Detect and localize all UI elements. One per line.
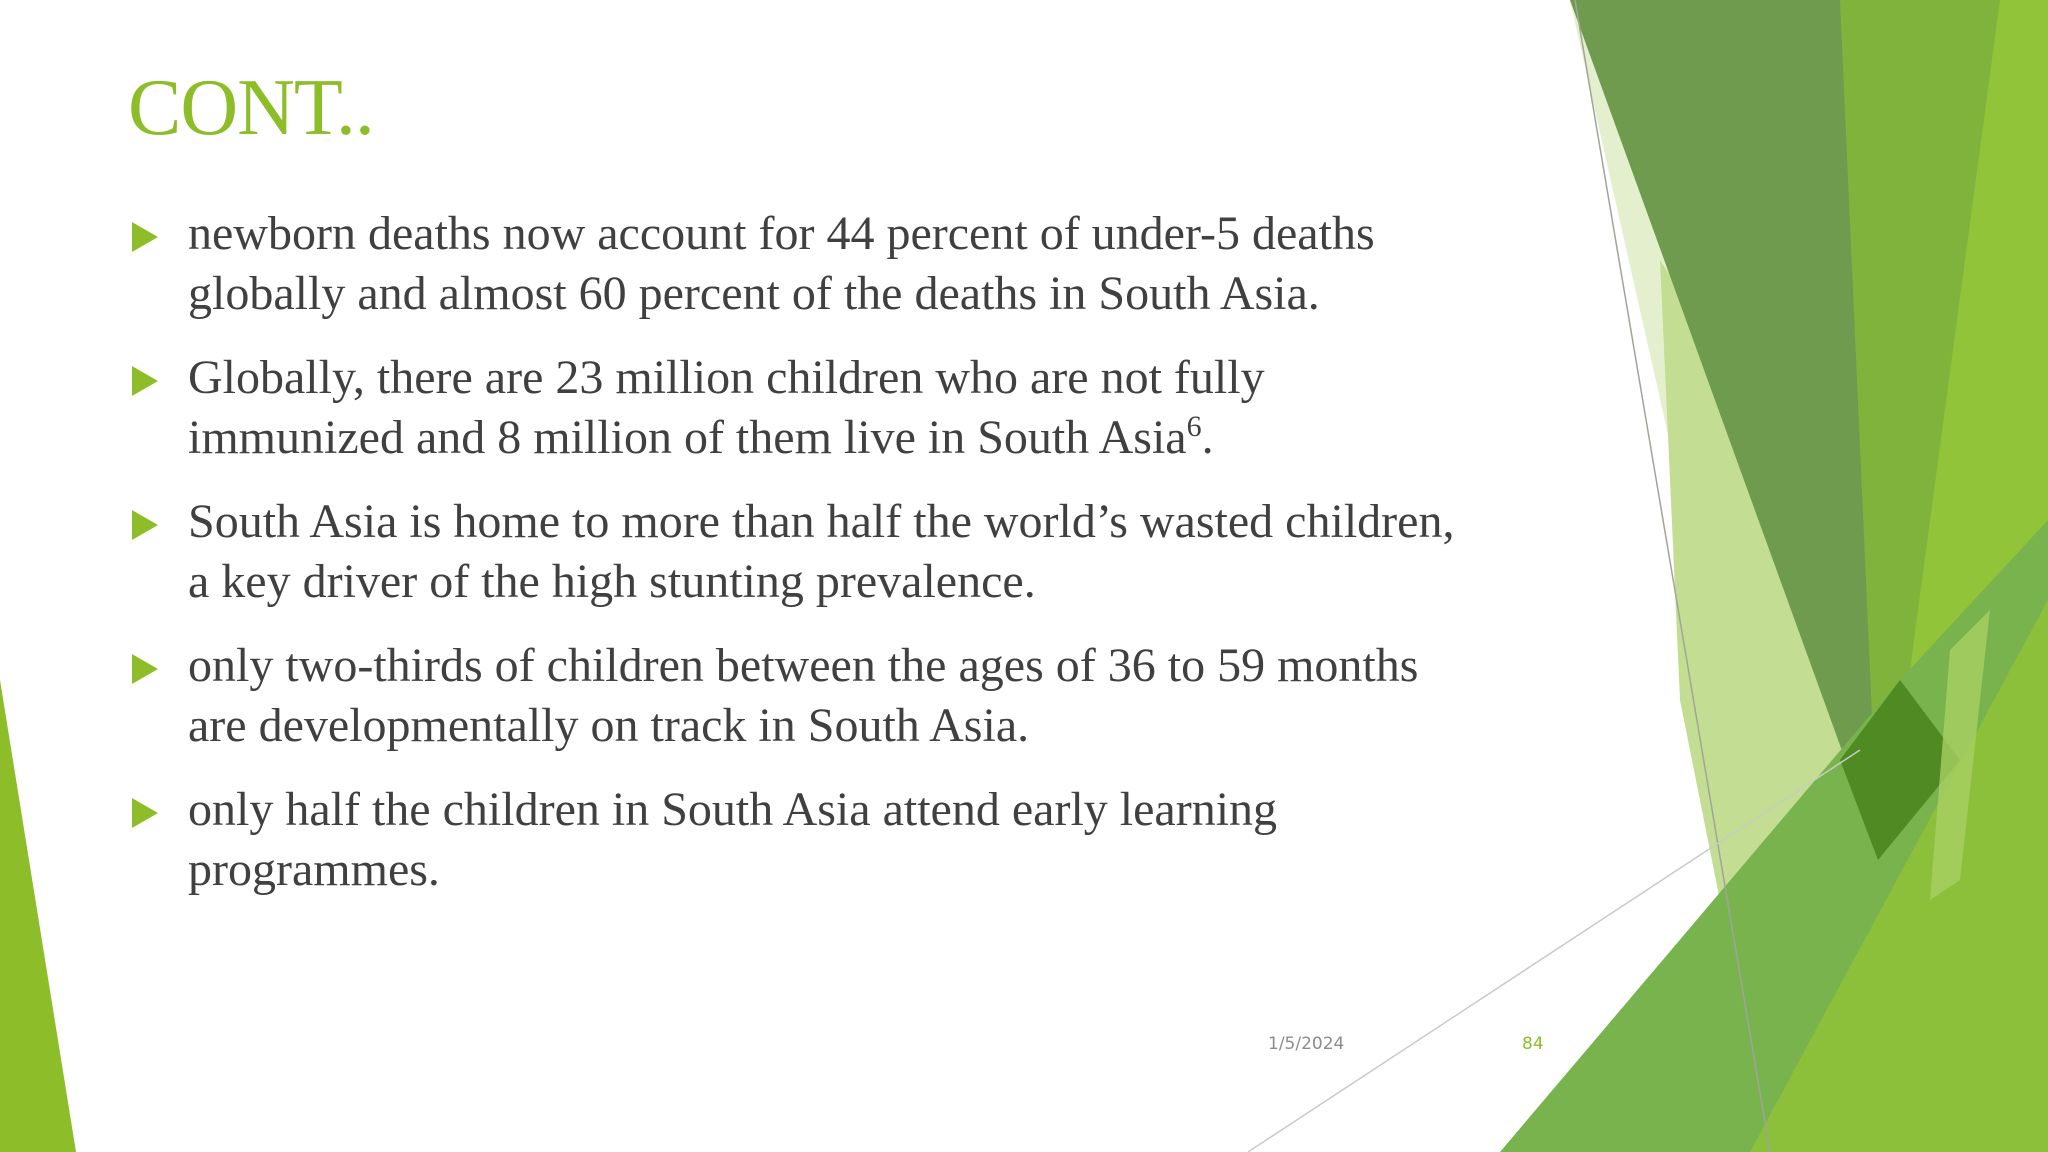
triangle-right-icon	[132, 798, 158, 828]
bullet-line-1: Globally, there are 23 million children who are not fully	[188, 351, 1265, 404]
page-number: 84	[1522, 1034, 1544, 1054]
bullet-line-2-end: .	[1201, 411, 1214, 464]
bullet-line-1: only half the children in South Asia attend early learning	[188, 783, 1278, 836]
bullet-item-2	[128, 348, 1568, 468]
slide-title: CONT..	[128, 64, 374, 152]
bullet-line-1: newborn deaths now account for 44 percent of under-5 deaths	[188, 207, 1375, 260]
triangle-right-icon	[132, 222, 158, 252]
bullet-item-5	[128, 780, 1568, 900]
facet-left-edge	[0, 680, 76, 1152]
bullet-line-1: South Asia is home to more than half the world’s wasted children,	[188, 495, 1455, 548]
bullet-line-2: immunized and 8 million of them live in South Asia	[188, 411, 1187, 464]
bullet-list	[128, 204, 1568, 924]
bullet-item-3	[128, 492, 1568, 612]
bullet-line-2: programmes.	[188, 843, 440, 896]
bullet-item-4	[128, 636, 1568, 756]
footer-date: 1/5/2024	[1268, 1034, 1345, 1054]
bullet-item-1	[128, 204, 1568, 324]
bullet-line-2: globally and almost 60 percent of the deaths in South Asia.	[188, 267, 1320, 320]
triangle-right-icon	[132, 654, 158, 684]
bullet-line-2: a key driver of the high stunting prevalence.	[188, 555, 1036, 608]
citation-superscript: 6	[1186, 410, 1202, 443]
bullet-line-1: only two-thirds of children between the ages of 36 to 59 months	[188, 639, 1419, 692]
triangle-right-icon	[132, 366, 158, 396]
triangle-right-icon	[132, 510, 158, 540]
bullet-line-2-wrapper	[188, 408, 1568, 468]
bullet-line-2: are developmentally on track in South Asia.	[188, 699, 1030, 752]
